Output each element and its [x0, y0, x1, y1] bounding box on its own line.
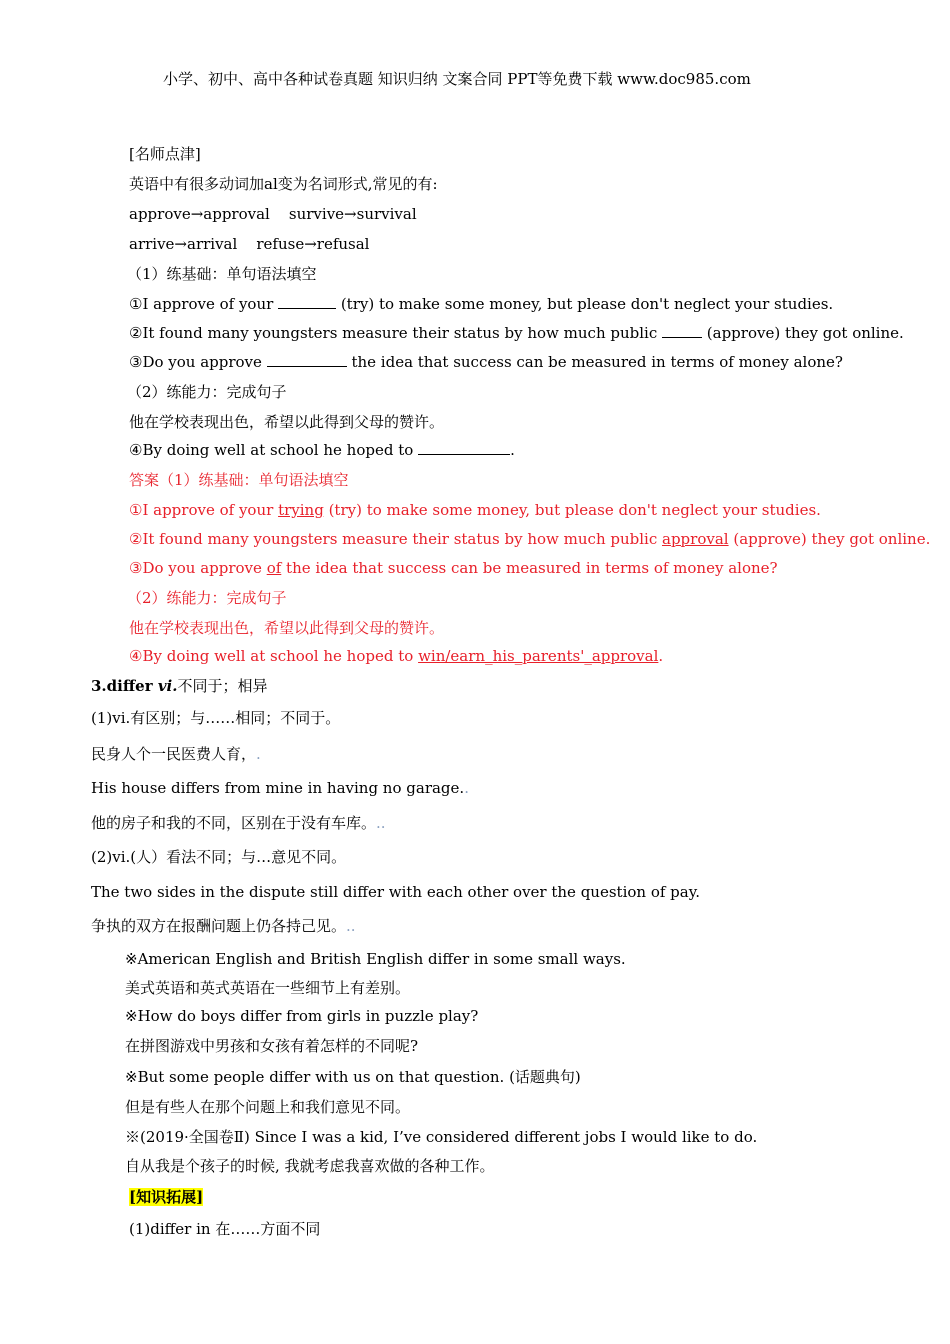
differ-sense-2: (2)vi.(人）看法不同；与…意见不同。: [91, 848, 347, 866]
question-2: [129, 323, 904, 343]
differ-example-5-en: ※But some people differ with us on that question. (话题典句): [125, 1068, 581, 1086]
paragraph-mark: .: [256, 745, 261, 763]
q4-start: ④By doing well at school he hoped to: [129, 441, 419, 459]
ability-title: （2）练能力：完成句子: [127, 383, 287, 401]
answer-basic-title: 答案（1）练基础：单句语法填空: [129, 471, 349, 489]
knowledge-extension-label: [知识拓展]: [129, 1188, 204, 1206]
answer-ability-title: （2）练能力：完成句子: [127, 589, 287, 607]
a3-answer: of: [266, 559, 282, 577]
differ-garbled-line: [91, 744, 261, 764]
a4-end: .: [658, 647, 664, 665]
differ-heading-meaning: 不同于；相异: [177, 677, 268, 695]
differ-example-3-cn: 美式英语和英式英语在一些细节上有差别。: [125, 979, 411, 997]
tip-pairs-1: approve→approval survive→survival: [129, 205, 417, 223]
answer-2: [129, 529, 930, 549]
differ-example-4-en: ※How do boys differ from girls in puzzle play?: [125, 1007, 479, 1025]
q3-start: ③Do you approve: [129, 353, 267, 371]
differ-example-4-cn: 在拼图游戏中男孩和女孩有着怎样的不同呢?: [125, 1037, 419, 1055]
a3-end: the idea that success can be measured in terms of money alone?: [281, 559, 778, 577]
differ-example-2-en: The two sides in the dispute still differ with each other over the question of pay.: [91, 883, 700, 901]
example-1-en-text: His house differs from mine in having no garage.: [91, 779, 465, 797]
question-3: [129, 352, 843, 372]
answer-4: [129, 646, 663, 666]
question-4-cn: 他在学校表现出色，希望以此得到父母的赞许。: [129, 413, 445, 431]
differ-example-3-en: ※American English and British English differ in some small ways.: [125, 950, 626, 968]
q2-start: ②It found many youngsters measure their status by how much public: [129, 324, 663, 342]
example-2-cn-text: 争执的双方在报酬问题上仍各持己见。: [91, 917, 347, 935]
a3-start: ③Do you approve: [129, 559, 267, 577]
answer-4-cn: 他在学校表现出色，希望以此得到父母的赞许。: [129, 619, 445, 637]
a1-end: (try) to make some money, but please don't neglect your studies.: [323, 501, 821, 519]
differ-example-1-en: [91, 778, 469, 798]
page-header: 小学、初中、高中各种试卷真题 知识归纳 文案合同 PPT等免费下载 www.doc985.com: [163, 70, 751, 88]
differ-example-1-cn: [91, 813, 386, 833]
a4-answer: win/earn_his_parents'_approval: [418, 647, 659, 665]
q2-blank: [662, 323, 702, 338]
q4-blank: [418, 440, 510, 455]
tip-title: [名师点津]: [129, 145, 201, 163]
answer-1: [129, 500, 821, 520]
answer-3: [129, 558, 778, 578]
question-1: [129, 294, 833, 314]
knowledge-extension-title: [129, 1187, 203, 1207]
a2-start: ②It found many youngsters measure their status by how much public: [129, 530, 663, 548]
a1-start: ①I approve of your: [129, 501, 279, 519]
question-4: [129, 440, 515, 460]
paragraph-mark: .: [464, 779, 469, 797]
basic-title: （1）练基础：单句语法填空: [127, 265, 317, 283]
a4-start: ④By doing well at school he hoped to: [129, 647, 419, 665]
differ-example-2-cn: [91, 916, 356, 936]
q2-end: (approve) they got online.: [702, 324, 904, 342]
differ-example-5-cn: 但是有些人在那个问题上和我们意见不同。: [125, 1098, 411, 1116]
tip-pairs-2: arrive→arrival refuse→refusal: [129, 235, 370, 253]
paragraph-mark: ..: [346, 917, 356, 935]
differ-example-6-en: ※(2019·全国卷Ⅱ) Since I was a kid, I’ve considered different jobs I would like to do.: [125, 1128, 758, 1146]
differ-heading-pos: vi.: [157, 677, 178, 695]
example-1-cn-text: 他的房子和我的不同，区别在于没有车库。: [91, 814, 377, 832]
q1-end: (try) to make some money, but please don't neglect your studies.: [336, 295, 834, 313]
paragraph-mark: ..: [376, 814, 386, 832]
differ-example-6-cn: 自从我是个孩子的时候, 我就考虑我喜欢做的各种工作。: [125, 1157, 495, 1175]
differ-sense-1: (1)vi.有区别；与……相同；不同于。: [91, 709, 341, 727]
a2-end: (approve) they got online.: [728, 530, 931, 548]
q1-start: ①I approve of your: [129, 295, 279, 313]
a2-answer: approval: [662, 530, 729, 548]
q1-blank: [278, 294, 336, 309]
q4-end: .: [510, 441, 515, 459]
q3-blank: [267, 352, 347, 367]
tip-intro: 英语中有很多动词加al变为名词形式,常见的有:: [129, 175, 438, 193]
knowledge-extension-1: (1)differ in 在……方面不同: [129, 1220, 321, 1238]
q3-end: the idea that success can be measured in terms of money alone?: [346, 353, 843, 371]
differ-heading-word: 3.differ: [91, 677, 158, 695]
a1-answer: trying: [278, 501, 324, 519]
garbled-text: 民身人个一民医费人育，: [91, 745, 257, 763]
differ-heading: [91, 676, 267, 696]
